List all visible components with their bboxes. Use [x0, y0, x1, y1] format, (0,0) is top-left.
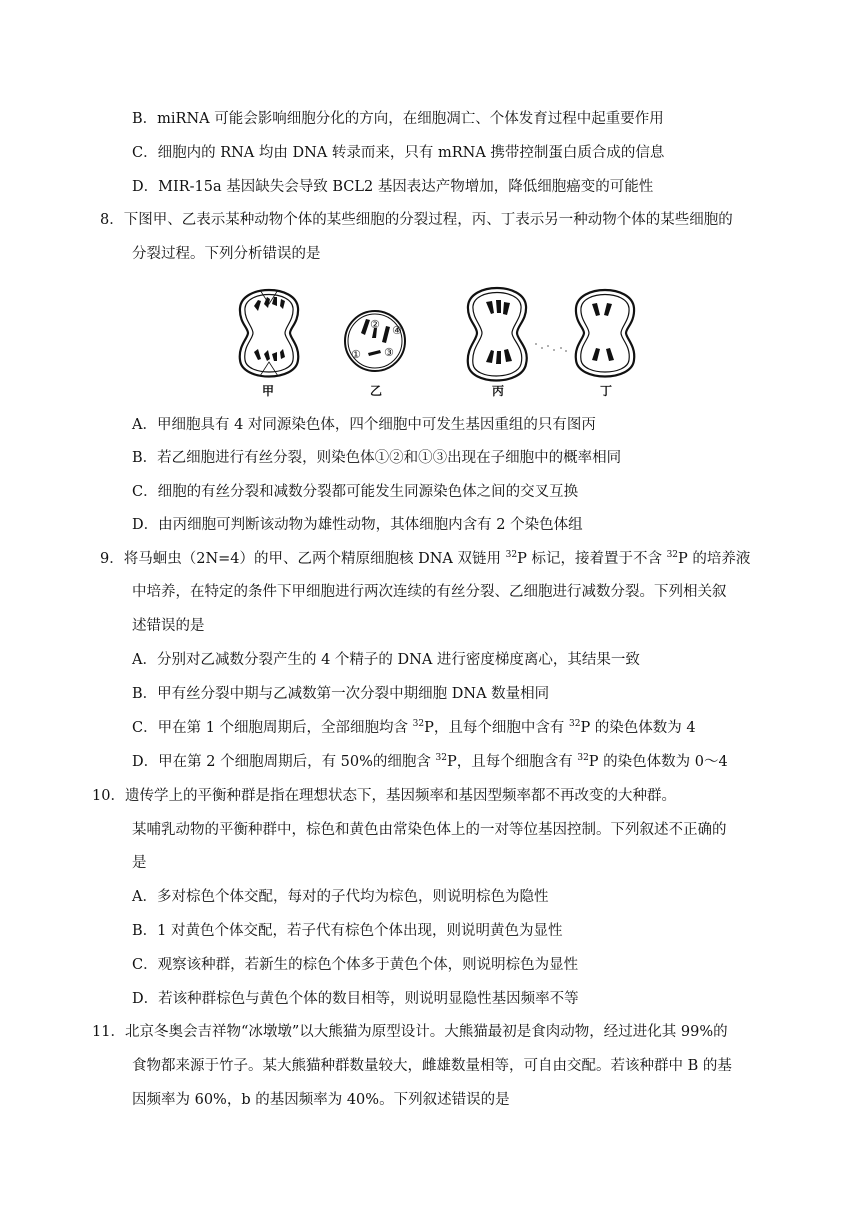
- mark-2: ②: [370, 318, 380, 331]
- scan-dots: [535, 343, 567, 352]
- q8-stem-line-2: 分裂过程。下列分析错误的是: [132, 246, 321, 262]
- q7-option-c: C．细胞内的 RNA 均由 DNA 转录而来，只有 mRNA 携带控制蛋白质合成的信息: [132, 145, 665, 161]
- q10-option-d: D．若该种群棕色与黄色个体的数目相等，则说明显隐性基因频率不等: [132, 991, 579, 1007]
- label-yi: 乙: [370, 384, 383, 398]
- q9-option-c: C．甲在第 1 个细胞周期后，全部细胞均含 $^{32}$P，且每个细胞中含有 $^{32}$P 的染色体数为 4: [132, 719, 696, 736]
- q8-stem-line-1: 8．下图甲、乙表示某种动物个体的某些细胞的分裂过程，丙、丁表示另一种动物个体的某些细胞的: [100, 212, 733, 228]
- q8-option-d: D．由丙细胞可判断该动物为雄性动物，其体细胞内含有 2 个染色体组: [132, 517, 583, 533]
- q8-option-a: A．甲细胞具有 4 对同源染色体，四个细胞中可发生基因重组的只有图丙: [132, 417, 596, 433]
- cell-division-figure: [220, 278, 640, 400]
- q10-stem-line-2: 某哺乳动物的平衡种群中，棕色和黄色由常染色体上的一对等位基因控制。下列叙述不正确的: [132, 822, 727, 838]
- cell-ding: [576, 290, 635, 377]
- q11-stem-line-3: 因频率为 60%，b 的基因频率为 40%。下列叙述错误的是: [132, 1092, 510, 1108]
- q9-option-d: D．甲在第 2 个细胞周期后，有 50%的细胞含 $^{32}$P，且每个细胞含有 $^{32}$P 的染色体数为 0～4: [132, 753, 728, 770]
- mark-3: ③: [384, 346, 394, 359]
- ding-chromosomes: [592, 303, 614, 361]
- q10-option-a: A．多对棕色个体交配，每对的子代均为棕色，则说明棕色为隐性: [132, 889, 549, 905]
- q10-option-b: B．1 对黄色个体交配，若子代有棕色个体出现，则说明黄色为显性: [132, 923, 563, 939]
- mark-1: ①: [351, 348, 361, 361]
- q10-stem-line-3: 是: [132, 855, 147, 871]
- mark-4: ④: [392, 324, 402, 337]
- cell-division-diagram: [220, 278, 640, 400]
- q9-stem-line-2: 中培养，在特定的条件下甲细胞进行两次连续的有丝分裂、乙细胞进行减数分裂。下列相关叙: [132, 584, 727, 600]
- jia-chromosomes: [254, 297, 285, 361]
- q9-stem-line-1: 9．将马蛔虫（2N=4）的甲、乙两个精原细胞核 DNA 双链用 $^{32}$P 标记，接着置于不含 $^{32}$P 的培养液: [100, 550, 751, 567]
- q9-stem-line-3: 述错误的是: [132, 618, 205, 634]
- q10-stem-line-1: 10．遗传学上的平衡种群是指在理想状态下，基因频率和基因型频率都不再改变的大种群。: [92, 788, 676, 804]
- label-bing: 丙: [492, 384, 505, 398]
- label-jia: 甲: [262, 384, 275, 398]
- q8-option-b: B．若乙细胞进行有丝分裂，则染色体①②和①③出现在子细胞中的概率相同: [132, 450, 622, 466]
- q10-option-c: C．观察该种群，若新生的棕色个体多于黄色个体，则说明棕色为显性: [132, 957, 579, 973]
- q7-option-d: D．MIR-15a 基因缺失会导致 BCL2 基因表达产物增加，降低细胞癌变的可能性: [132, 179, 654, 195]
- label-ding: 丁: [600, 384, 613, 398]
- q11-stem-line-2: 食物都来源于竹子。某大熊猫种群数量较大，雌雄数量相等，可自由交配。若该种群中 B 的基: [132, 1058, 732, 1074]
- bing-chromosomes: [486, 300, 512, 364]
- q9-option-a: A．分别对乙减数分裂产生的 4 个精子的 DNA 进行密度梯度离心，其结果一致: [132, 652, 640, 668]
- q7-option-b: B．miRNA 可能会影响细胞分化的方向，在细胞凋亡、个体发育过程中起重要作用: [132, 111, 664, 127]
- q9-option-b: B．甲有丝分裂中期与乙减数第一次分裂中期细胞 DNA 数量相同: [132, 686, 550, 702]
- q11-stem-line-1: 11．北京冬奥会吉祥物“冰墩墩”以大熊猫为原型设计。大熊猫最初是食肉动物，经过进化其 99%的: [92, 1024, 728, 1040]
- q8-option-c: C．细胞的有丝分裂和减数分裂都可能发生同源染色体之间的交叉互换: [132, 484, 579, 500]
